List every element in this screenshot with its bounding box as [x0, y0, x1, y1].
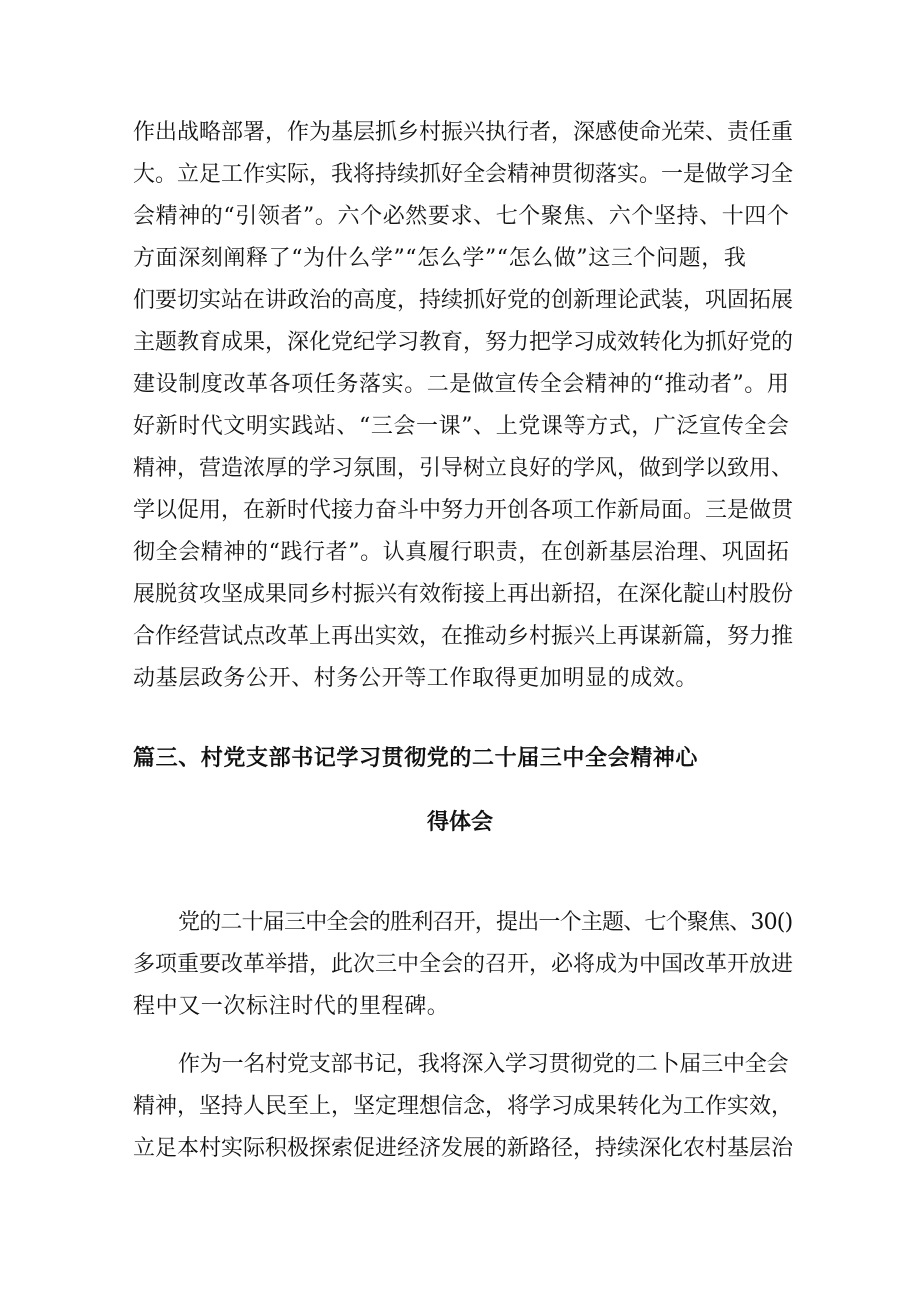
text-line: 立足本村实际积极探索促进经济发展的新路径，持续深化农村基层治 — [133, 1136, 794, 1161]
text-line: 学以促用，在新时代接力奋斗中努力开创各项工作新局面。三是做贯 — [133, 498, 794, 523]
text-line: 大。立足工作实际，我将持续抓好全会精神贯彻落实。一是做学习全 — [133, 162, 794, 187]
text-line: 作出战略部署，作为基层抓乡村振兴执行者，深感使命光荣、责任重 — [133, 120, 794, 145]
text-line: 展脱贫攻坚成果同乡村振兴有效衔接上再出新招，在深化靛山村股份 — [133, 582, 794, 607]
text-line: 方面深刻阐释了“为什么学”“怎么学”“怎么做”这三个问题，我 — [133, 246, 747, 271]
section-title-continued: 得体会 — [426, 810, 493, 835]
text-line: 动基层政务公开、村务公开等工作取得更加明显的成效。 — [133, 666, 699, 691]
text-line: 建设制度改革各项任务落实。二是做宣传全会精神的“推动者”。用 — [133, 372, 790, 397]
text-line: 合作经营试点改革上再出实效，在推动乡村振兴上再谋新篇，努力推 — [133, 624, 794, 649]
section-title: 篇三、村党支部书记学习贯彻党的二十届三中全会精神心 — [133, 746, 699, 771]
text-line: 彻全会精神的“践行者”。认真履行职责，在创新基层治理、巩固拓 — [133, 540, 790, 565]
text-line: 精神，坚持人民至上，坚定理想信念，将学习成果转化为工作实效， — [133, 1094, 794, 1119]
text-line: 精神，营造浓厚的学习氛围，引导树立良好的学风，做到学以致用、 — [133, 456, 794, 481]
text-line: 会精神的“引领者”。六个必然要求、七个聚焦、六个坚持、十四个 — [133, 204, 790, 229]
text-line: 党的二十届三中全会的胜利召开，提出一个主题、七个聚焦、30() — [178, 910, 793, 935]
text-line: 主题教育成果，深化党纪学习教育，努力把学习成效转化为抓好党的 — [133, 330, 794, 355]
text-line: 多项重要改革举措，此次三中全会的召开，必将成为中国改革开放进 — [133, 952, 794, 977]
text-line: 们要切实站在讲政治的高度，持续抓好党的创新理论武装，巩固拓展 — [133, 288, 794, 313]
text-line: 程中又一次标注时代的里程碑。 — [133, 994, 450, 1019]
text-line: 作为一名村党支部书记，我将深入学习贯彻党的二卜届三中全会 — [178, 1052, 789, 1077]
text-line: 好新时代文明实践站、“三会一课”、上党课等方式，广泛宣传全会 — [133, 414, 790, 439]
